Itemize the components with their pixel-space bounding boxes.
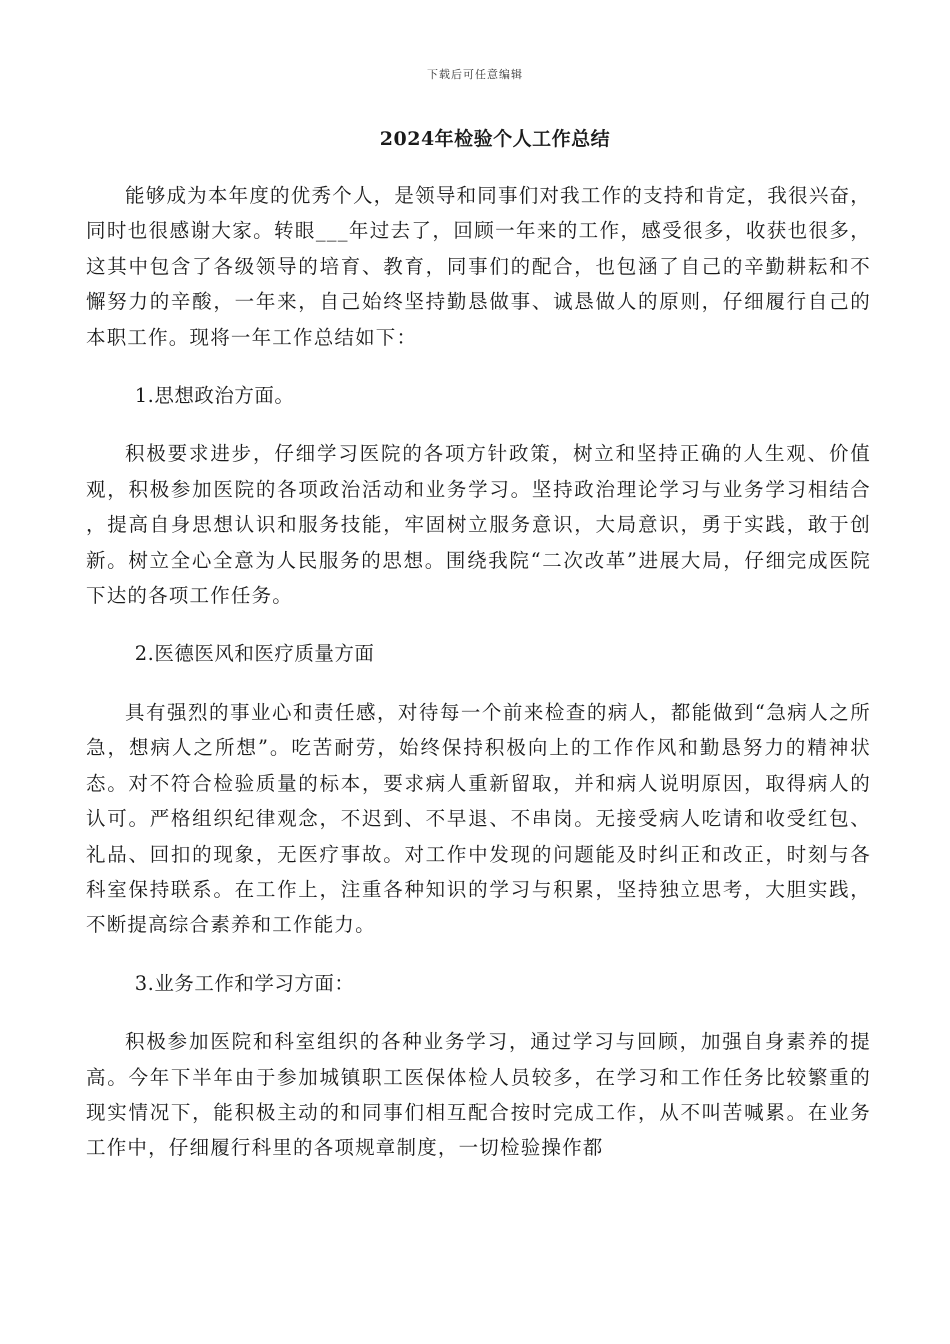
document-title: 2024年检验个人工作总结 (379, 128, 611, 150)
intro-paragraph: 能够成为本年度的优秀个人，是领导和同事们对我工作的支持和肯定，我很兴奋，同时也很感谢大家。转眼___年过去了，回顾一年来的工作，感受很多，收获也很多，这其中包含了各级领导的培育、教育，同事们的配合，也包涵了自己的辛勤耕耘和不懈努力的辛酸，一年来，自己始终坚持勤恳做事、诚恳做人的原则，仔细履行自己的本职工作。现将一年工作总结如下： (86, 184, 871, 349)
section-2-heading: 2.医德医风和医疗质量方面 (134, 642, 375, 666)
section-2-paragraph: 具有强烈的事业心和责任感，对待每一个前来检查的病人，都能做到“急病人之所急，想病人之所想”。吃苦耐劳，始终保持积极向上的工作作风和勤恳努力的精神状态。对不符合检验质量的标本，要求病人重新留取，并和病人说明原因，取得病人的认可。严格组织纪律观念，不迟到、不早退、不串岗。无接受病人吃请和收受红包、礼品、回扣的现象，无医疗事故。对工作中发现的问题能及时纠正和改正，时刻与各科室保持联系。在工作上，注重各种知识的学习与积累，坚持独立思考，大胆实践，不断提高综合素养和工作能力。 (86, 700, 871, 937)
section-3-paragraph: 积极参加医院和科室组织的各种业务学习，通过学习与回顾，加强自身素养的提高。今年下半年由于参加城镇职工医保体检人员较多，在学习和工作任务比较繁重的现实情况下，能积极主动的和同事们相互配合按时完成工作，从不叫苦喊累。在业务工作中，仔细履行科里的各项规章制度，一切检验操作都 (86, 1030, 871, 1160)
header-note: 下载后可任意编辑 (427, 68, 523, 81)
section-3-heading: 3.业务工作和学习方面： (134, 971, 355, 995)
document-body (86, 178, 871, 1166)
section-1-heading: 1.思想政治方面。 (134, 384, 295, 408)
section-1-paragraph: 积极要求进步，仔细学习医院的各项方针政策，树立和坚持正确的人生观、价值观，积极参加医院的各项政治活动和业务学习。坚持政治理论学习与业务学习相结合 ，提高自身思想认识和服务技能，牢固树立服务意识，大局意识，勇于实践，敢于创新。树立全心全意为人民服务的思想。围绕我院“二次改革”进展大局，仔细完成医院下达的各项工作任务。 (86, 442, 871, 608)
